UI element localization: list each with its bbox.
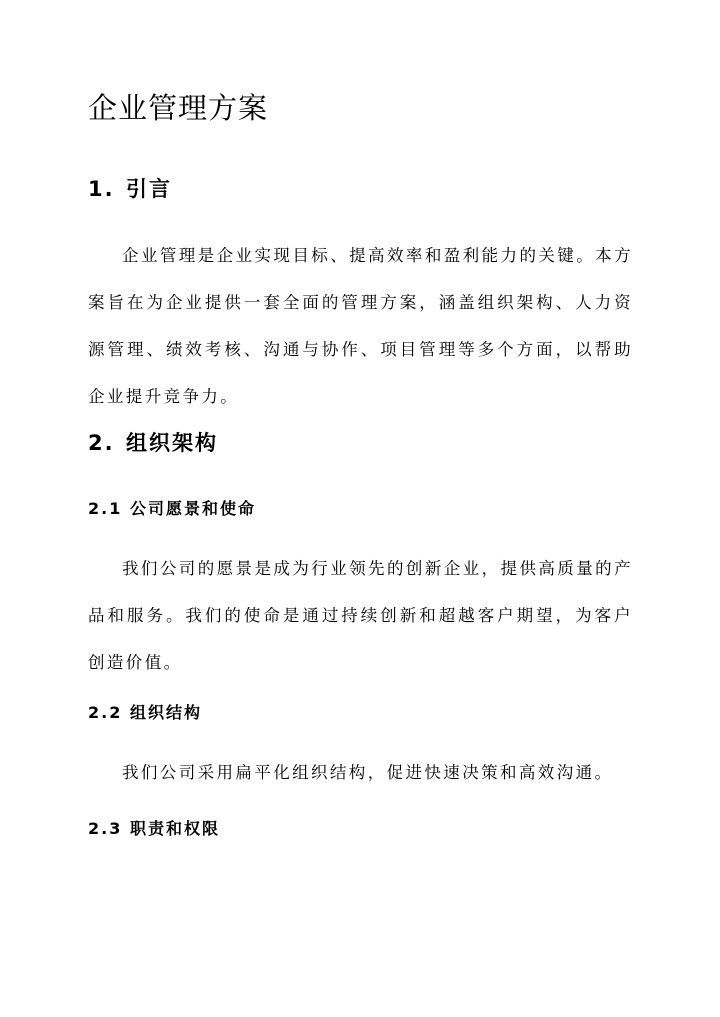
- subsection-2-2-paragraph: 我们公司采用扁平化组织结构，促进快速决策和高效沟通。: [122, 763, 614, 782]
- subsection-2-3-number: 2.3: [88, 819, 123, 838]
- subsection-2-3-heading: [88, 817, 220, 841]
- subsection-2-1-paragraph: 我们公司的愿景是成为行业领先的创新企业，提供高质量的产品和服务。我们的使命是通过持续创新和超越客户期望，为客户创造价值。: [88, 559, 633, 672]
- subsection-2-1-heading: [88, 497, 256, 521]
- subsection-2-1-number: 2.1: [88, 499, 123, 518]
- subsection-2-1-title: 公司愿景和使命: [130, 499, 257, 518]
- document-title: 企业管理方案: [88, 91, 269, 125]
- section-2-number: 2.: [88, 431, 115, 455]
- subsection-2-2-number: 2.2: [88, 703, 123, 722]
- subsection-2-2-heading: [88, 701, 202, 725]
- section-1-title: 引言: [126, 177, 172, 201]
- section-1-paragraph: 企业管理是企业实现目标、提高效率和盈利能力的关键。本方案旨在为企业提供一套全面的管理方案，涵盖组织架构、人力资源管理、绩效考核、沟通与协作、项目管理等多个方面，以帮助企业提升竞争力。: [88, 246, 633, 406]
- section-1-heading: [88, 174, 172, 204]
- subsection-2-2-title: 组织结构: [130, 703, 203, 722]
- section-1-number: 1.: [88, 177, 115, 201]
- section-2-title: 组织架构: [126, 431, 218, 455]
- subsection-2-3-title: 职责和权限: [130, 819, 221, 838]
- section-2-heading: [88, 428, 218, 458]
